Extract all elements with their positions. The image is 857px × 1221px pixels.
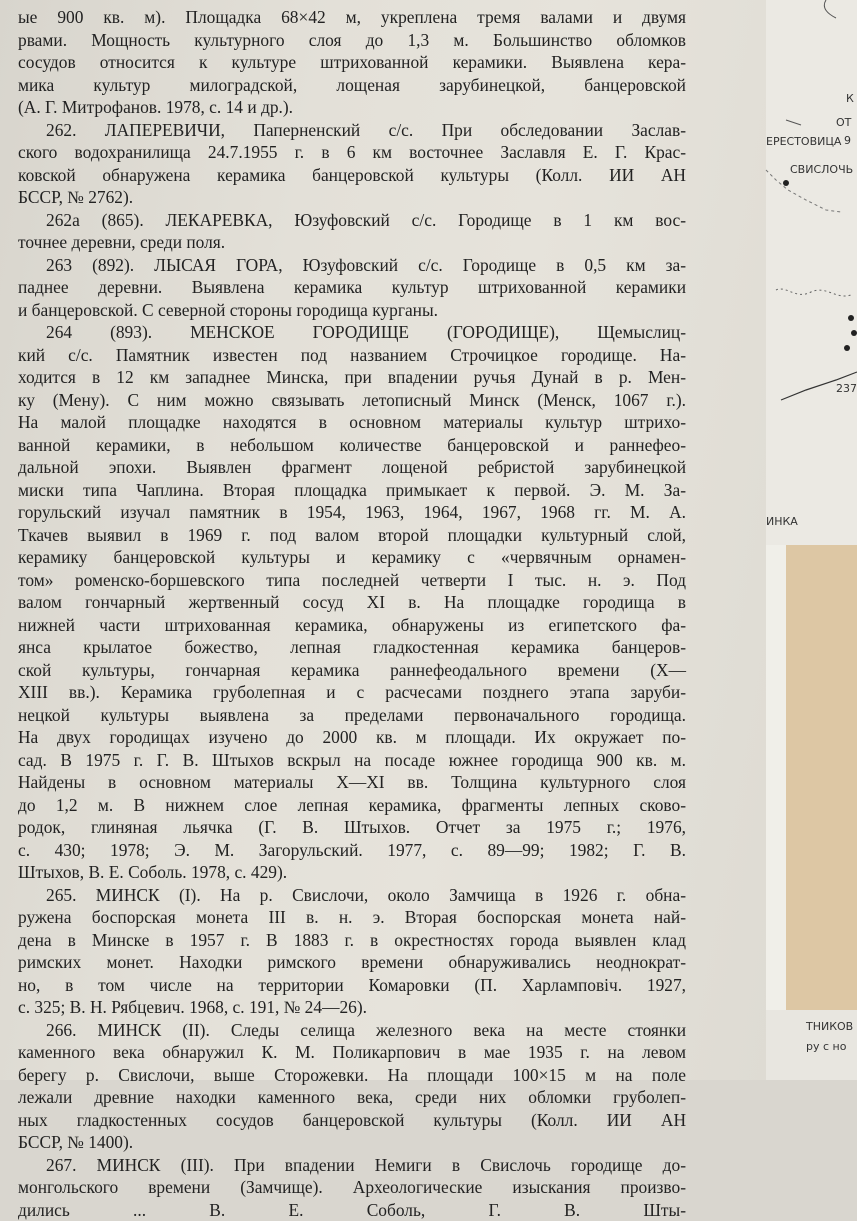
text-line: ской культуры, гончарная керамика раннефеодального времени (X— bbox=[18, 659, 686, 682]
text-line: горульский изучал памятник в 1954, 1963, 1964, 1967, 1968 гг. М. А. bbox=[18, 501, 686, 524]
text-line: до 1,2 м. В нижнем слое лепная керамика, фрагменты лепных сково- bbox=[18, 794, 686, 817]
text-line: монгольского времени (Замчище). Археологические изыскания произво- bbox=[18, 1176, 686, 1199]
text-line: ных гладкостенных сосудов банцеровской культуры (Колл. ИИ АН bbox=[18, 1109, 686, 1132]
text-line: родок, глиняная льячка (Г. В. Штыхов. Отчет за 1975 г.; 1976, bbox=[18, 816, 686, 839]
text-line: дена в Минске в 1957 г. В 1883 г. в окрестностях города выявлен клад bbox=[18, 929, 686, 952]
text-line: нижней части штрихованная керамика, обнаружены из египетского фа- bbox=[18, 614, 686, 637]
text-line: Ткачев выявил в 1969 г. под валом второй площадки культурный слой, bbox=[18, 524, 686, 547]
text-line: точнее деревни, среди поля. bbox=[18, 231, 686, 254]
text-line: ского водохранилища 24.7.1955 г. в 6 км восточнее Заславля Е. Г. Крас- bbox=[18, 141, 686, 164]
text-line: На малой площадке находятся в основном материалы культур штрихо- bbox=[18, 411, 686, 434]
text-line: ружена боспорская монета III в. н. э. Вторая боспорская монета най- bbox=[18, 906, 686, 929]
text-line: XIII вв.). Керамика груболепная и с расчесами позднего этапа заруби- bbox=[18, 681, 686, 704]
text-line: кий с/с. Памятник известен под названием Строчицкое городище. На- bbox=[18, 344, 686, 367]
text-line: миски типа Чаплина. Вторая площадка примыкает к первой. Э. М. За- bbox=[18, 479, 686, 502]
text-line: дальной эпохи. Выявлен фрагмент лощеной ребристой зарубинецкой bbox=[18, 456, 686, 479]
text-line: каменного века обнаружил К. М. Поликарпович в мае 1935 г. на левом bbox=[18, 1041, 686, 1064]
text-line: мика культур милоградской, лощеная зарубинецкой, банцеровской bbox=[18, 74, 686, 97]
map-label: ру с но bbox=[806, 1040, 846, 1053]
text-line: керамику банцеровской культуры и керамику с «червячным орнамен- bbox=[18, 546, 686, 569]
map-marker bbox=[783, 180, 789, 186]
map-panel-shaded bbox=[786, 545, 857, 1010]
text-line: 267. МИНСК (III). При впадении Немиги в Свислочь городище до- bbox=[18, 1154, 686, 1177]
text-line: ые 900 кв. м). Площадка 68×42 м, укреплена тремя валами и двумя bbox=[18, 6, 686, 29]
text-line: 264 (893). МЕНСКОЕ ГОРОДИЩЕ (ГОРОДИЩЕ), Щемыслиц- bbox=[18, 321, 686, 344]
map-lines bbox=[766, 0, 857, 545]
map-label: ТНИКОВ bbox=[806, 1020, 853, 1033]
map-label: ИНКА bbox=[766, 515, 798, 528]
text-line: 265. МИНСК (I). На р. Свислочи, около Замчища в 1926 г. обна- bbox=[18, 884, 686, 907]
map-label: 9 bbox=[844, 134, 851, 147]
text-line: (А. Г. Митрофанов. 1978, с. 14 и др.). bbox=[18, 96, 686, 119]
map-panel bbox=[766, 545, 786, 1010]
text-line: На двух городищах изучено до 2000 кв. м площади. Их окружает по- bbox=[18, 726, 686, 749]
text-line: сад. В 1975 г. Г. В. Штыхов вскрыл на посаде южнее городища 900 кв. м. bbox=[18, 749, 686, 772]
text-line: 263 (892). ЛЫСАЯ ГОРА, Юзуфовский с/с. Городище в 0,5 км за- bbox=[18, 254, 686, 277]
text-line: Штыхов, В. Е. Соболь. 1978, с. 429). bbox=[18, 861, 686, 884]
text-line: рвами. Мощность культурного слоя до 1,3 м. Большинство обломков bbox=[18, 29, 686, 52]
text-line: берегу р. Свислочи, выше Сторожевки. На площади 100×15 м на поле bbox=[18, 1064, 686, 1087]
map-strip bbox=[766, 0, 857, 1080]
text-line: с. 325; В. Н. Рябцевич. 1968, с. 191, № 24—26). bbox=[18, 996, 686, 1019]
text-line: ванной керамики, в небольшом количестве банцеровской и раннефео- bbox=[18, 434, 686, 457]
text-line: БССР, № 2762). bbox=[18, 186, 686, 209]
map-label: СВИСЛОЧЬ bbox=[790, 163, 853, 176]
text-line: ковской обнаружена керамика банцеровской культуры (Колл. ИИ АН bbox=[18, 164, 686, 187]
text-line: БССР, № 1400). bbox=[18, 1131, 686, 1154]
map-marker bbox=[848, 315, 854, 321]
text-line: Найдены в основном материалы X—XI вв. Толщина культурного слоя bbox=[18, 771, 686, 794]
map-label: ЕРЕСТОВИЦА bbox=[766, 135, 841, 148]
text-line: 262. ЛАПЕРЕВИЧИ, Паперненский с/с. При обследовании Заслав- bbox=[18, 119, 686, 142]
text-line: и банцеровской. С северной стороны городища курганы. bbox=[18, 299, 686, 322]
text-line: паднее деревни. Выявлена керамика культур штрихованной керамики bbox=[18, 276, 686, 299]
map-marker bbox=[844, 345, 850, 351]
page-text bbox=[18, 6, 686, 1221]
text-line: янса крылатое божество, лепная гладкостенная керамика банцеров- bbox=[18, 636, 686, 659]
text-line: 262а (865). ЛЕКАРЕВКА, Юзуфовский с/с. Городище в 1 км вос- bbox=[18, 209, 686, 232]
map-label: К bbox=[846, 92, 854, 105]
text-line: ку (Мену). С ним можно связывать летописный Минск (Менск, 1067 г.). bbox=[18, 389, 686, 412]
text-line: римских монет. Находки римского времени обнаруживались неоднократ- bbox=[18, 951, 686, 974]
map-label: 237 bbox=[836, 382, 857, 395]
text-line: с. 430; 1978; Э. М. Загорульский. 1977, с. 89—99; 1982; Г. В. bbox=[18, 839, 686, 862]
text-line: том» роменско-боршевского типа последней четверти I тыс. н. э. Под bbox=[18, 569, 686, 592]
text-line: лежали древние находки каменного века, среди них обломки груболеп- bbox=[18, 1086, 686, 1109]
map-marker bbox=[851, 330, 857, 336]
text-line: но, в том числе на территории Комаровки (П. Харламповіч. 1927, bbox=[18, 974, 686, 997]
map-label: ОТ bbox=[836, 116, 851, 129]
text-line: сосудов относится к культуре штрихованной керамики. Выявлена кера- bbox=[18, 51, 686, 74]
text-line: нецкой культуры выявлена за пределами первоначального городища. bbox=[18, 704, 686, 727]
text-line: ходится в 12 км западнее Минска, при впадении ручья Дунай в р. Мен- bbox=[18, 366, 686, 389]
text-line: валом гончарный жертвенный сосуд XI в. На площадке городища в bbox=[18, 591, 686, 614]
text-line: дились ... В. Е. Соболь, Г. В. Шты- bbox=[18, 1199, 686, 1221]
text-line: 266. МИНСК (II). Следы селища железного века на месте стоянки bbox=[18, 1019, 686, 1042]
